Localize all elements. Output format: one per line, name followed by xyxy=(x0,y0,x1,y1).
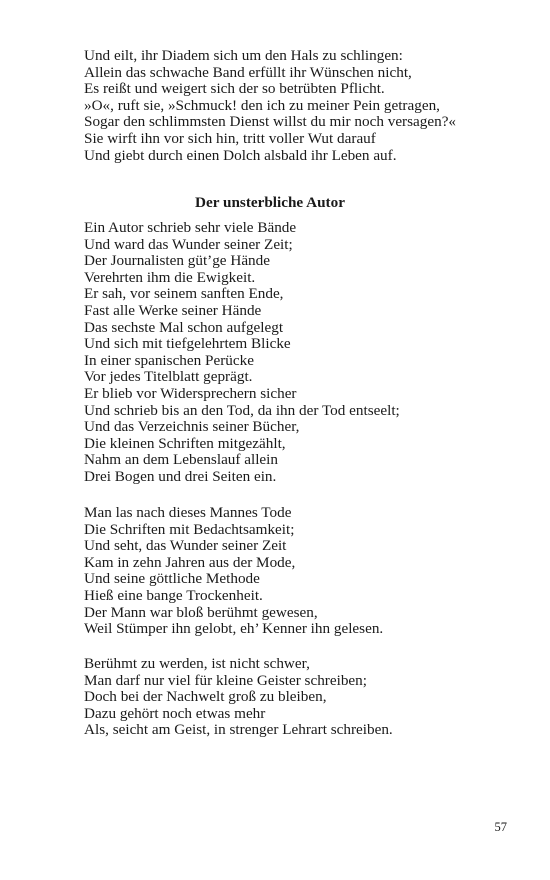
intro-verse xyxy=(84,48,504,164)
verse-line: Und sich mit tiefgelehrtem Blicke xyxy=(84,335,291,353)
stanza-3 xyxy=(84,656,504,739)
verse-line: Es reißt und weigert sich der so betrübten Pflicht. xyxy=(84,80,385,98)
verse-line: Das sechste Mal schon aufgelegt xyxy=(84,318,284,336)
verse-line: Hieß eine bange Trockenheit. xyxy=(84,586,263,604)
verse-line: Und ward das Wunder seiner Zeit; xyxy=(84,235,293,253)
verse-line: Ein Autor schrieb sehr viele Bände xyxy=(84,219,297,236)
verse-line: Und schrieb bis an den Tod, da ihn der Tod entseelt; xyxy=(84,401,400,419)
stanza-1 xyxy=(84,220,504,486)
verse-line: Dazu gehört noch etwas mehr xyxy=(84,704,266,722)
verse-line: Der Mann war bloß berühmt gewesen, xyxy=(84,603,318,621)
verse-line: Drei Bogen und drei Seiten ein. xyxy=(84,467,277,485)
verse-line: »O«, ruft sie, »Schmuck! den ich zu meiner Pein getragen, xyxy=(84,96,440,114)
verse-line: Und das Verzeichnis seiner Bücher, xyxy=(84,418,300,436)
poem-title: Der unsterbliche Autor xyxy=(195,194,345,211)
verse-line: Weil Stümper ihn gelobt, eh’ Kenner ihn gelesen. xyxy=(84,620,384,638)
verse-line: Sie wirft ihn vor sich hin, tritt voller Wut darauf xyxy=(84,129,376,147)
stanza-2 xyxy=(84,505,504,638)
verse-line: Berühmt zu werden, ist nicht schwer, xyxy=(84,655,310,672)
verse-line: Vor jedes Titelblatt geprägt. xyxy=(84,368,253,386)
verse-line: Er sah, vor seinem sanften Ende, xyxy=(84,285,284,303)
verse-line: Die Schriften mit Bedachtsamkeit; xyxy=(84,520,295,538)
verse-line: Als, seicht am Geist, in strenger Lehrart schreiben. xyxy=(84,721,393,739)
page-number: 57 xyxy=(494,820,507,834)
verse-line: Er blieb vor Widersprechern sicher xyxy=(84,384,297,402)
verse-line: Man darf nur viel für kleine Geister schreiben; xyxy=(84,671,367,689)
verse-line: Nahm an dem Lebenslauf allein xyxy=(84,451,278,469)
verse-line: Die kleinen Schriften mitgezählt, xyxy=(84,434,286,452)
verse-line: Kam in zehn Jahren aus der Mode, xyxy=(84,553,296,571)
verse-line: Verehrten ihm die Ewigkeit. xyxy=(84,268,256,286)
verse-line: Sogar den schlimmsten Dienst willst du mir noch versagen?« xyxy=(84,113,457,131)
verse-line: Und eilt, ihr Diadem sich um den Hals zu schlingen: xyxy=(84,47,403,64)
verse-line: Und seine göttliche Methode xyxy=(84,570,260,588)
verse-line: Allein das schwache Band erfüllt ihr Wünschen nicht, xyxy=(84,63,412,81)
verse-line: Fast alle Werke seiner Hände xyxy=(84,301,262,319)
verse-line: In einer spanischen Perücke xyxy=(84,351,254,369)
verse-line: Man las nach dieses Mannes Tode xyxy=(84,504,292,521)
verse-line: Und seht, das Wunder seiner Zeit xyxy=(84,537,287,555)
verse-line: Der Journalisten güt’ge Hände xyxy=(84,252,270,270)
verse-line: Doch bei der Nachwelt groß zu bleiben, xyxy=(84,688,327,706)
verse-line: Und giebt durch einen Dolch alsbald ihr Leben auf. xyxy=(84,146,397,164)
